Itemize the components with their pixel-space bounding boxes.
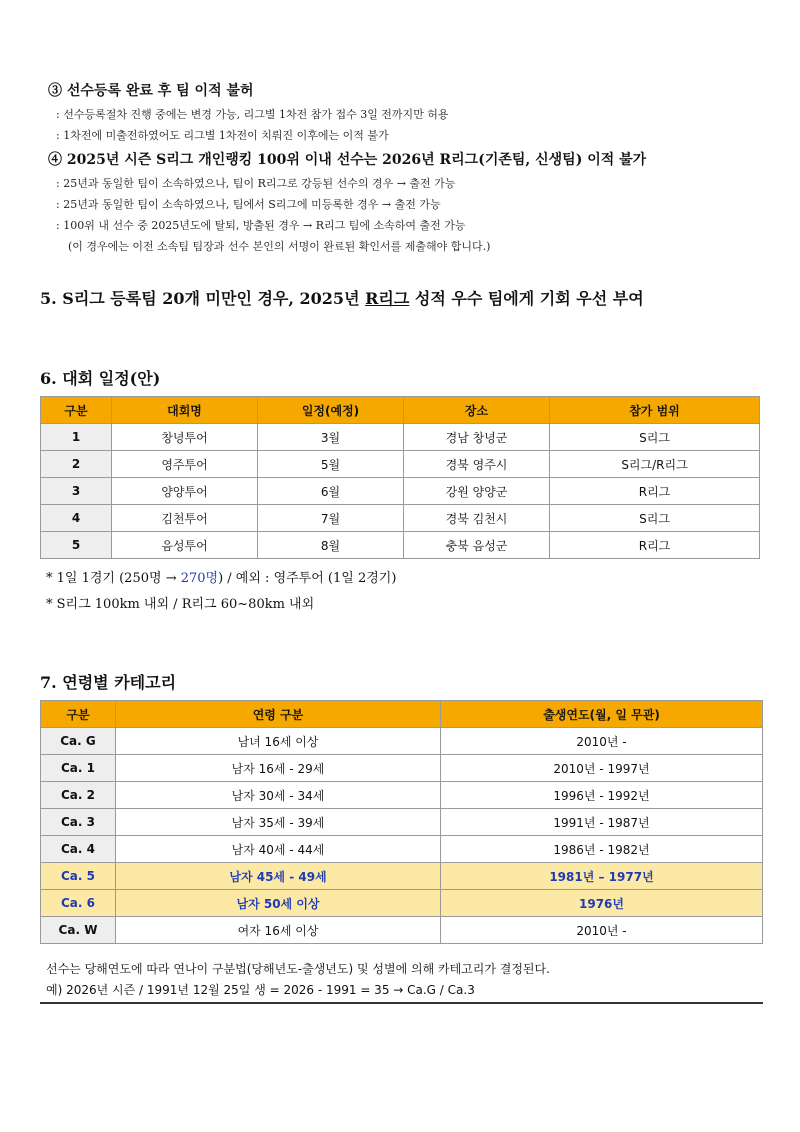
birth-year-cell: 1986년 - 1982년 (441, 836, 763, 863)
table-row (41, 505, 760, 532)
age-footnote-1: 선수는 당해연도에 따라 연나이 구분법(당해년도-출생년도) 및 성별에 의해 카테고리가 결정된다. (46, 962, 550, 976)
schedule-note-2: * S리그 100km 내외 / R리그 60~80km 내외 (46, 597, 315, 612)
rule-4-line-4: (이 경우에는 이전 소속팀 팀장과 선수 본인의 서명이 완료된 확인서를 제출해야 합니다.) (68, 240, 491, 253)
schedule-table (40, 396, 760, 559)
table-row (41, 809, 763, 836)
schedule-header-cell: 대회명 (112, 397, 258, 424)
birth-year-cell: 1996년 - 1992년 (441, 782, 763, 809)
schedule-header-cell: 일정(예정) (258, 397, 404, 424)
age-cat-cell: Ca. 2 (41, 782, 116, 809)
age-header-cell: 연령 구분 (116, 701, 441, 728)
birth-year-cell: 2010년 - (441, 728, 763, 755)
bottom-divider (40, 1002, 763, 1004)
age-range-cell: 여자 16세 이상 (116, 917, 441, 944)
schedule-cell: 5월 (258, 451, 404, 478)
schedule-cell: 양양투어 (112, 478, 258, 505)
schedule-cell: R리그 (550, 478, 760, 505)
schedule-cell: 7월 (258, 505, 404, 532)
schedule-note-1-suffix: ) / 예외 : 영주투어 (1일 2경기) (218, 571, 397, 586)
rule-4-line-1: : 25년과 동일한 팀이 소속하였으나, 팀이 R리그로 강등된 선수의 경우 → 출전 가능 (56, 177, 456, 190)
age-range-cell: 남자 40세 - 44세 (116, 836, 441, 863)
age-cat-cell: Ca. W (41, 917, 116, 944)
schedule-header-cell: 장소 (404, 397, 550, 424)
section-5-heading (40, 286, 644, 309)
schedule-header-cell: 참가 범위 (550, 397, 760, 424)
table-row (41, 755, 763, 782)
schedule-note-1-highlight: 270명 (180, 571, 219, 586)
schedule-cell: 1 (41, 424, 112, 451)
birth-year-cell: 1976년 (441, 890, 763, 917)
table-row (41, 917, 763, 944)
age-header-row (41, 701, 763, 728)
age-cat-cell: Ca. 3 (41, 809, 116, 836)
schedule-cell: 강원 양양군 (404, 478, 550, 505)
schedule-cell: 2 (41, 451, 112, 478)
table-row (41, 863, 763, 890)
age-header-cell: 구분 (41, 701, 116, 728)
birth-year-cell: 1991년 - 1987년 (441, 809, 763, 836)
age-range-cell: 남자 35세 - 39세 (116, 809, 441, 836)
table-row (41, 890, 763, 917)
schedule-cell: 8월 (258, 532, 404, 559)
schedule-cell: 6월 (258, 478, 404, 505)
schedule-cell: S리그 (550, 505, 760, 532)
schedule-cell: 영주투어 (112, 451, 258, 478)
schedule-cell: 3월 (258, 424, 404, 451)
age-category-table (40, 700, 763, 944)
age-cat-cell: Ca. 1 (41, 755, 116, 782)
schedule-header-cell: 구분 (41, 397, 112, 424)
birth-year-cell: 2010년 - 1997년 (441, 755, 763, 782)
schedule-cell: S리그 (550, 424, 760, 451)
section-7-title: 7. 연령별 카테고리 (40, 673, 177, 692)
rule-4-title: ④ 2025년 시즌 S리그 개인랭킹 100위 이내 선수는 2026년 R리그(기존팀, 신생팀) 이적 불가 (48, 152, 647, 168)
schedule-cell: 경남 창녕군 (404, 424, 550, 451)
table-row (41, 782, 763, 809)
table-row (41, 451, 760, 478)
birth-year-cell: 2010년 - (441, 917, 763, 944)
schedule-cell: S리그/R리그 (550, 451, 760, 478)
rule-3-line-1: : 선수등록절차 진행 중에는 변경 가능, 리그별 1차전 참가 접수 3일 전까지만 허용 (56, 108, 449, 121)
schedule-note-1 (46, 567, 396, 586)
age-header-cell: 출생연도(월, 일 무관) (441, 701, 763, 728)
table-row (41, 478, 760, 505)
age-range-cell: 남자 16세 - 29세 (116, 755, 441, 782)
schedule-cell: 3 (41, 478, 112, 505)
schedule-cell: 경북 김천시 (404, 505, 550, 532)
section-5-prefix: 5. S리그 등록팀 20개 미만인 경우, 2025년 (40, 289, 366, 308)
table-row (41, 532, 760, 559)
age-cat-cell: Ca. 4 (41, 836, 116, 863)
schedule-note-1-prefix: * 1일 1경기 (250명 → (46, 571, 181, 586)
birth-year-cell: 1981년 – 1977년 (441, 863, 763, 890)
section-5-suffix: 성적 우수 팀에게 기회 우선 부여 (409, 289, 644, 308)
age-range-cell: 남자 45세 - 49세 (116, 863, 441, 890)
schedule-cell: 5 (41, 532, 112, 559)
schedule-cell: 4 (41, 505, 112, 532)
schedule-cell: 김천투어 (112, 505, 258, 532)
schedule-header-row (41, 397, 760, 424)
table-row (41, 728, 763, 755)
age-range-cell: 남녀 16세 이상 (116, 728, 441, 755)
rule-4-line-2: : 25년과 동일한 팀이 소속하였으나, 팀에서 S리그에 미등록한 경우 → 출전 가능 (56, 198, 441, 211)
schedule-cell: 음성투어 (112, 532, 258, 559)
rule-3-title: ③ 선수등록 완료 후 팀 이적 불허 (48, 83, 254, 99)
rule-3-line-2: : 1차전에 미출전하였어도 리그별 1차전이 치뤄진 이후에는 이적 불가 (56, 129, 389, 142)
section-5-underlined: R리그 (365, 289, 410, 308)
schedule-cell: 창녕투어 (112, 424, 258, 451)
age-range-cell: 남자 50세 이상 (116, 890, 441, 917)
age-range-cell: 남자 30세 - 34세 (116, 782, 441, 809)
age-cat-cell: Ca. 6 (41, 890, 116, 917)
schedule-cell: R리그 (550, 532, 760, 559)
table-row (41, 424, 760, 451)
section-6-title: 6. 대회 일정(안) (40, 369, 161, 388)
age-footnote-2: 예) 2026년 시즌 / 1991년 12월 25일 생 = 2026 - 1991 = 35 → Ca.G / Ca.3 (46, 983, 475, 997)
age-cat-cell: Ca. 5 (41, 863, 116, 890)
table-row (41, 836, 763, 863)
age-cat-cell: Ca. G (41, 728, 116, 755)
rule-4-line-3: : 100위 내 선수 중 2025년도에 탈퇴, 방출된 경우 → R리그 팀에 소속하여 출전 가능 (56, 219, 466, 232)
schedule-cell: 충북 음성군 (404, 532, 550, 559)
schedule-cell: 경북 영주시 (404, 451, 550, 478)
